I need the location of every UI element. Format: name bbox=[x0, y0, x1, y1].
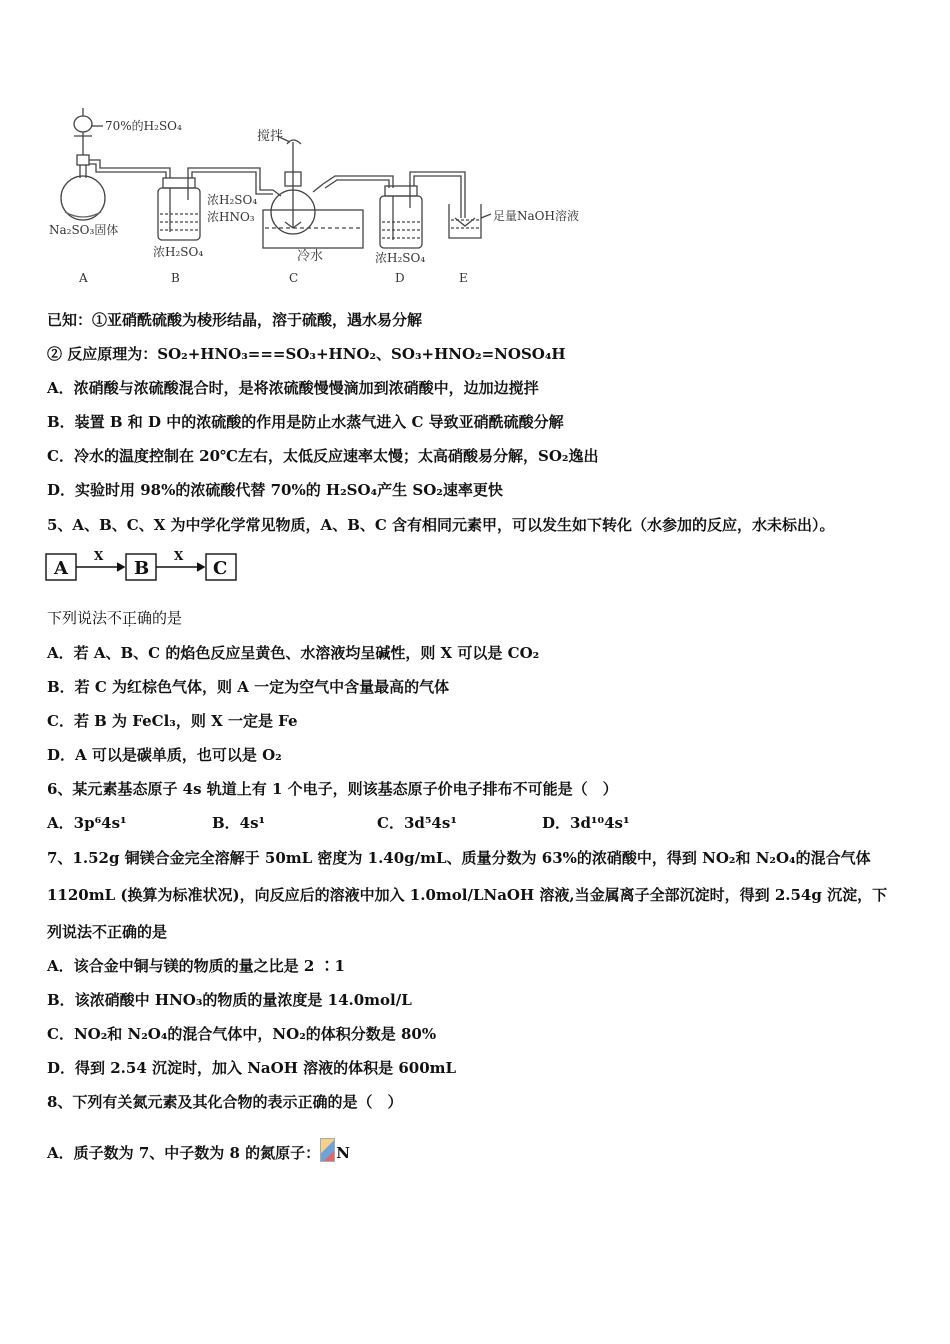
q5-stem: 5、A、B、C、X 为中学化学常见物质，A、B、C 含有相同元素甲，可以发生如下转化（水参加的反应，水未标出）。 bbox=[47, 516, 835, 534]
q5-ask bbox=[47, 608, 182, 628]
bottle-d bbox=[380, 196, 422, 248]
q4-option-c: C．冷水的温度控制在 20℃左右，太低反应速率太慢；太高硝酸易分解，SO₂逸出 bbox=[47, 447, 599, 465]
label-acid: 70%的H₂SO₄ bbox=[105, 119, 182, 133]
q5-ask-pre: 下列说法 bbox=[47, 609, 108, 627]
conversion-diagram bbox=[45, 548, 245, 588]
q7-option-d: D．得到 2.54 沉淀时，加入 NaOH 溶液的体积是 600mL bbox=[47, 1059, 457, 1077]
q5-ask-post: 的是 bbox=[152, 609, 183, 627]
reaction-formula: SO₂+HNO₃===SO₃+HNO₂、SO₃+HNO₂=NOSO₄H bbox=[157, 345, 566, 363]
bottle-b bbox=[158, 188, 200, 240]
q6-option-a: A．3p⁶4s¹ bbox=[47, 814, 127, 832]
apparatus-diagram bbox=[45, 100, 605, 295]
q7-option-b: B．该浓硝酸中 HNO₃的物质的量浓度是 14.0mol/L bbox=[47, 991, 412, 1009]
node-b-label: B bbox=[134, 558, 150, 579]
known-line-2-prefix: ② 反应原理为： bbox=[47, 345, 158, 363]
letter-e: E bbox=[459, 271, 468, 285]
q8-option-a bbox=[47, 1138, 350, 1163]
q7-stem-line-3: 列说法不正确的是 bbox=[47, 923, 168, 941]
label-d-liquid: 浓H₂SO₄ bbox=[375, 251, 426, 265]
known-line-2 bbox=[47, 344, 566, 364]
broken-image-icon bbox=[320, 1138, 335, 1162]
label-cold-water: 冷水 bbox=[297, 249, 324, 264]
q8-option-a-text: A．质子数为 7、中子数为 8 的氮原子： bbox=[47, 1144, 321, 1162]
q7-stem-line-2: 1120mL (换算为标准状况)，向反应后的溶液中加入 1.0mol/LNaOH 溶液,当金属离子全部沉淀时，得到 2.54g 沉淀，下 bbox=[47, 886, 888, 904]
letter-d: D bbox=[395, 271, 405, 285]
q4-option-b: B．装置 B 和 D 中的浓硫酸的作用是防止水蒸气进入 C 导致亚硝酰硫酸分解 bbox=[47, 413, 564, 431]
node-c-label: C bbox=[213, 558, 228, 579]
reagent-1: X bbox=[94, 549, 104, 563]
letter-a: A bbox=[79, 271, 88, 285]
letter-c: C bbox=[289, 271, 299, 285]
q5-ask-emphasis: 不正确 bbox=[107, 609, 153, 627]
label-b-liquid: 浓H₂SO₄ bbox=[153, 245, 204, 259]
q5-option-b: B．若 C 为红棕色气体，则 A 一定为空气中含量最高的气体 bbox=[47, 678, 450, 696]
q6-option-b: B．4s¹ bbox=[212, 814, 266, 832]
label-c-acid2: 浓HNO₃ bbox=[207, 210, 255, 224]
node-a-label: A bbox=[54, 558, 68, 579]
cold-water-bath bbox=[263, 210, 363, 248]
label-stir: 搅拌 bbox=[257, 129, 284, 144]
label-c-acid1: 浓H₂SO₄ bbox=[207, 193, 258, 207]
label-e-liquid: 足量NaOH溶液 bbox=[493, 209, 579, 223]
nitrogen-symbol: N bbox=[336, 1144, 350, 1162]
q8-stem: 8、下列有关氮元素及其化合物的表示正确的是（ ） bbox=[47, 1093, 403, 1111]
reagent-2: X bbox=[174, 549, 184, 563]
label-solid: Na₂SO₃固体 bbox=[49, 223, 119, 237]
q4-option-d: D．实验时用 98%的浓硫酸代替 70%的 H₂SO₄产生 SO₂速率更快 bbox=[47, 481, 503, 499]
known-line-1: 已知：①亚硝酰硫酸为棱形结晶，溶于硫酸，遇水易分解 bbox=[47, 311, 423, 329]
q5-option-d: D．A 可以是碳单质，也可以是 O₂ bbox=[47, 746, 282, 764]
q6-stem: 6、某元素基态原子 4s 轨道上有 1 个电子，则该基态原子价电子排布不可能是（ ） bbox=[47, 780, 618, 798]
q7-stem-line-1: 7、1.52g 铜镁合金完全溶解于 50mL 密度为 1.40g/mL、质量分数为 63%的浓硝酸中，得到 NO₂和 N₂O₄的混合气体 bbox=[47, 849, 871, 867]
letter-b: B bbox=[171, 271, 180, 285]
q7-option-c: C．NO₂和 N₂O₄的混合气体中，NO₂的体积分数是 80% bbox=[47, 1025, 437, 1043]
q5-option-c: C．若 B 为 FeCl₃，则 X 一定是 Fe bbox=[47, 712, 298, 730]
q4-option-a: A．浓硝酸与浓硫酸混合时，是将浓硫酸慢慢滴加到浓硝酸中，边加边搅拌 bbox=[47, 379, 539, 397]
q5-option-a: A．若 A、B、C 的焰色反应呈黄色、水溶液均呈碱性，则 X 可以是 CO₂ bbox=[47, 644, 540, 662]
q6-option-c: C．3d⁵4s¹ bbox=[377, 814, 457, 832]
funnel-bulb bbox=[74, 116, 92, 132]
q6-option-d: D．3d¹⁰4s¹ bbox=[542, 814, 630, 832]
q7-option-a: A．该合金中铜与镁的物质的量之比是 2 ∶1 bbox=[47, 957, 345, 975]
